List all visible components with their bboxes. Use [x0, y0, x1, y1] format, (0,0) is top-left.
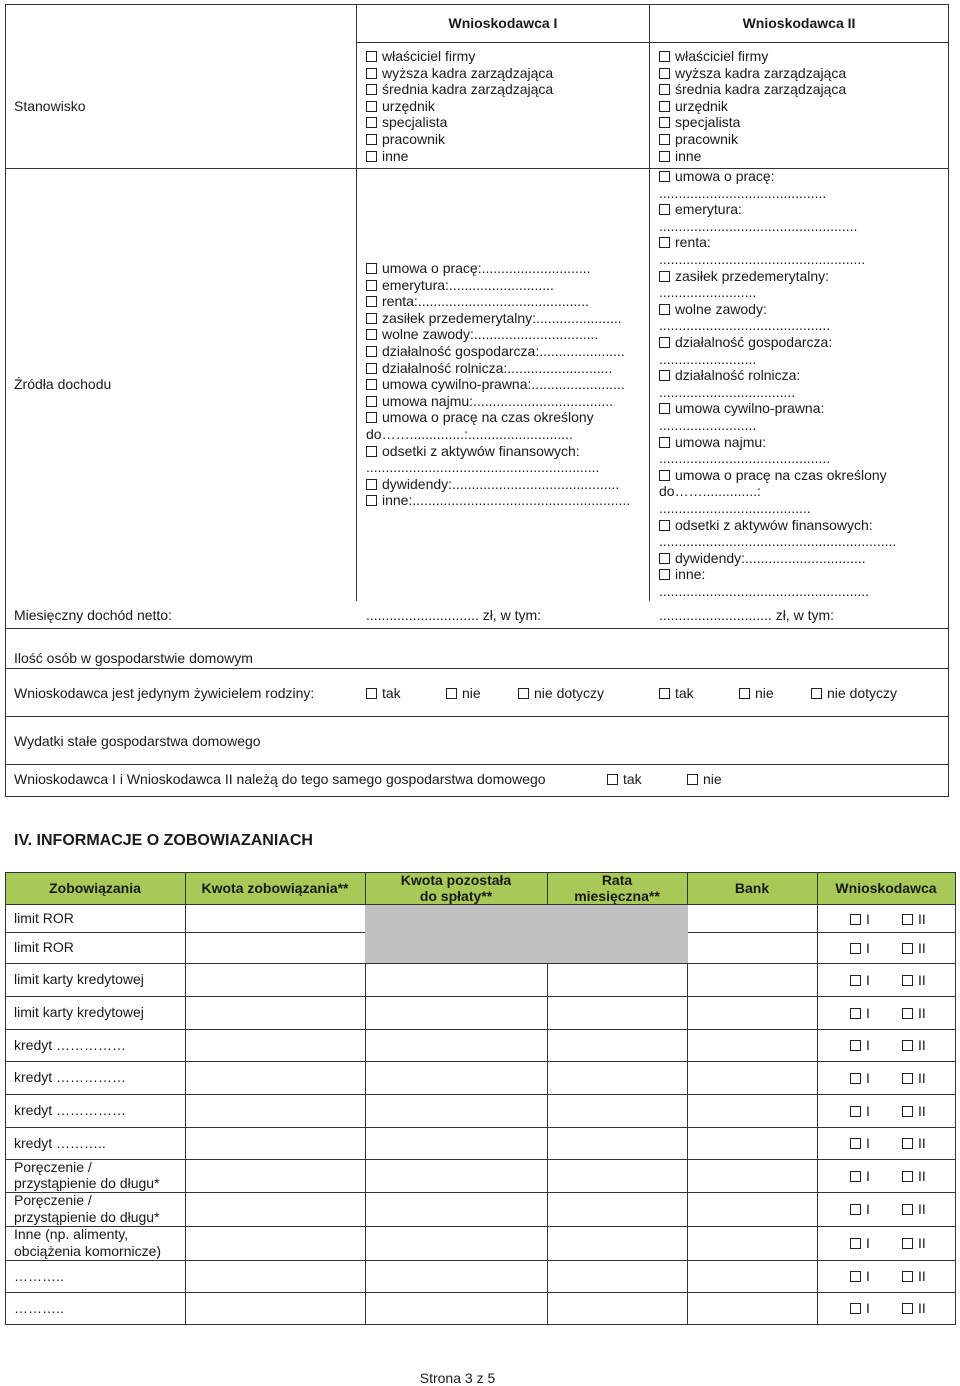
- checkbox[interactable]: [811, 688, 822, 699]
- checkbox[interactable]: [850, 1138, 861, 1149]
- checkbox[interactable]: [902, 975, 913, 986]
- ilosc-osob-label: Ilość osób w gospodarstwie domowym: [14, 650, 253, 666]
- applicant-choice[interactable]: [902, 1168, 926, 1185]
- option-label: I: [866, 1004, 870, 1021]
- income-source-fill-line[interactable]: [659, 450, 830, 467]
- dochod-applicant-2[interactable]: ............................. zł, w tym:: [659, 607, 835, 623]
- option-label: I: [866, 1069, 870, 1086]
- table-header: Bank: [734, 880, 770, 896]
- stanowisko-option[interactable]: [366, 131, 445, 148]
- option-label: II: [918, 971, 926, 988]
- disabled-cell: [365, 905, 688, 932]
- zywiciel-option[interactable]: [811, 685, 897, 702]
- table-header: Kwota pozostała do spłaty**: [400, 872, 512, 904]
- applicant-choice[interactable]: [902, 1201, 926, 1218]
- income-source-option[interactable]: [659, 201, 742, 218]
- stanowisko-option[interactable]: [366, 81, 553, 98]
- option-label: umowa o pracę na czas określony: [382, 409, 594, 426]
- disabled-cell: [365, 932, 688, 963]
- income-source-option[interactable]: [366, 409, 594, 426]
- checkbox[interactable]: [366, 479, 377, 490]
- checkbox[interactable]: [659, 204, 670, 215]
- option-label: działalność gospodarcza:......................: [382, 343, 625, 359]
- table-row-label: limit karty kredytowej: [14, 1004, 144, 1021]
- income-source-option[interactable]: [659, 334, 832, 351]
- stanowisko-option[interactable]: [659, 98, 728, 115]
- option-label: nie dotyczy: [827, 685, 898, 701]
- applicant-choice[interactable]: [850, 1005, 870, 1022]
- checkbox[interactable]: [850, 1204, 861, 1215]
- checkbox[interactable]: [902, 1238, 913, 1249]
- option-label: inne:: [675, 566, 706, 583]
- option-label: .........................: [659, 284, 757, 301]
- income-source-fill-line[interactable]: [659, 583, 869, 600]
- option-label: tak: [623, 771, 642, 787]
- stanowisko-option[interactable]: [366, 48, 475, 65]
- zywiciel-option[interactable]: [739, 685, 774, 702]
- table-row-label: Inne (np. alimenty, obciążenia komornicze): [14, 1226, 162, 1259]
- option-label: emerytura:...........................: [382, 276, 554, 293]
- income-source-option[interactable]: [366, 293, 589, 310]
- wydatki-label: Wydatki stałe gospodarstwa domowego: [14, 733, 261, 749]
- applicant-choice[interactable]: [902, 940, 926, 957]
- checkbox[interactable]: [366, 84, 377, 95]
- table-header: Rata miesięczna**: [574, 872, 660, 904]
- option-label: .............................................................: [659, 533, 897, 550]
- option-label: zasiłek przedemerytalny:: [675, 267, 830, 284]
- income-source-fill-line[interactable]: [659, 417, 756, 434]
- income-source-fill-line[interactable]: [659, 251, 865, 268]
- stanowisko-option[interactable]: [659, 65, 846, 82]
- option-label: umowa o pracę:............................: [382, 260, 591, 276]
- table-header: Zobowiązania: [49, 880, 141, 896]
- income-source-option[interactable]: [659, 467, 887, 484]
- income-source-option[interactable]: [659, 517, 873, 534]
- income-source-fill-line[interactable]: [659, 284, 756, 301]
- option-label: umowa najmu:....................................: [382, 392, 614, 409]
- checkbox[interactable]: [739, 688, 750, 699]
- option-label: urzędnik: [675, 97, 728, 114]
- income-source-fill-line[interactable]: [659, 317, 830, 334]
- option-label: I: [866, 939, 870, 956]
- checkbox[interactable]: [366, 396, 377, 407]
- checkbox[interactable]: [850, 1271, 861, 1282]
- income-source-option[interactable]: [366, 393, 613, 410]
- option-label: umowa najmu:: [675, 433, 767, 450]
- checkbox[interactable]: [366, 313, 377, 324]
- applicant-choice[interactable]: [850, 1268, 870, 1285]
- option-label: ...................................: [659, 383, 796, 400]
- zrodla-label: Źródła dochodu: [14, 376, 112, 392]
- checkbox[interactable]: [850, 1040, 861, 1051]
- checkbox[interactable]: [366, 346, 377, 357]
- applicant-choice[interactable]: [902, 1103, 926, 1120]
- income-source-option[interactable]: [366, 326, 598, 343]
- option-label: właściciel firmy: [675, 48, 769, 64]
- option-label: I: [866, 1201, 870, 1217]
- option-label: II: [918, 1069, 926, 1086]
- option-label: ............................................: [659, 317, 831, 334]
- checkbox[interactable]: [446, 688, 457, 699]
- option-label: I: [866, 1167, 870, 1184]
- checkbox[interactable]: [366, 134, 377, 145]
- dochod-applicant-1[interactable]: ............................. zł, w tym:: [366, 607, 542, 623]
- applicant-choice[interactable]: [850, 940, 870, 957]
- option-label: .........................: [659, 350, 757, 367]
- checkbox[interactable]: [659, 84, 670, 95]
- option-label: I: [866, 1235, 870, 1251]
- option-label: wyższa kadra zarządzająca: [382, 64, 554, 81]
- checkbox[interactable]: [902, 1138, 913, 1149]
- option-label: zasiłek przedemerytalny:......................: [382, 309, 622, 326]
- income-source-option[interactable]: [366, 277, 554, 294]
- checkbox[interactable]: [902, 943, 913, 954]
- option-label: średnia kadra zarządzająca: [382, 81, 554, 98]
- applicant-choice[interactable]: [850, 1070, 870, 1087]
- wspolne-gospodarstwo-label: Wnioskodawca I i Wnioskodawca II należą do tego samego gospodarstwa domowego: [14, 771, 546, 787]
- income-source-option[interactable]: [366, 310, 622, 327]
- option-label: ...........................................: [659, 184, 827, 201]
- option-label: I: [866, 910, 870, 927]
- income-source-fill-line[interactable]: [366, 426, 573, 443]
- income-source-option[interactable]: [659, 400, 824, 417]
- table-row-label: ………..: [14, 1267, 64, 1284]
- option-label: ............................................: [659, 450, 831, 467]
- option-label: ...................................................: [659, 217, 858, 234]
- option-label: inne: [675, 147, 702, 164]
- applicant-choice[interactable]: [902, 1268, 926, 1285]
- zywiciel-option[interactable]: [518, 685, 604, 702]
- option-label: II: [918, 1135, 926, 1151]
- income-source-option[interactable]: [659, 301, 767, 318]
- option-label: umowa cywilno-prawna:: [675, 400, 825, 417]
- stanowisko-option[interactable]: [366, 148, 408, 165]
- checkbox[interactable]: [850, 1171, 861, 1182]
- checkbox[interactable]: [659, 171, 670, 182]
- checkbox[interactable]: [659, 304, 670, 315]
- option-label: umowa cywilno-prawna:........................: [382, 376, 625, 393]
- table-row-label: limit ROR: [14, 939, 74, 956]
- income-source-fill-line[interactable]: [659, 533, 896, 550]
- zywiciel-option[interactable]: [446, 685, 481, 702]
- checkbox[interactable]: [659, 51, 670, 62]
- income-source-option[interactable]: [659, 234, 711, 251]
- checkbox[interactable]: [659, 68, 670, 79]
- col-header-applicant-1: Wnioskodawca I: [448, 15, 558, 31]
- dochod-label: Miesięczny dochód netto:: [14, 607, 172, 623]
- checkbox[interactable]: [902, 1271, 913, 1282]
- stanowisko-option[interactable]: [659, 148, 701, 165]
- stanowisko-option[interactable]: [659, 114, 740, 131]
- checkbox[interactable]: [902, 1073, 913, 1084]
- income-source-option[interactable]: [366, 443, 580, 460]
- checkbox[interactable]: [366, 51, 377, 62]
- income-source-option[interactable]: [659, 268, 829, 285]
- checkbox[interactable]: [902, 1008, 913, 1019]
- table-row-label: ………..: [14, 1299, 64, 1316]
- applicant-choice[interactable]: [902, 1005, 926, 1022]
- option-label: specjalista: [382, 114, 448, 131]
- checkbox[interactable]: [659, 403, 670, 414]
- applicant-choice[interactable]: [902, 1070, 926, 1087]
- option-label: wolne zawody:................................: [382, 326, 599, 343]
- applicant-choice[interactable]: [850, 911, 870, 928]
- table-row-label: kredyt ……………: [14, 1102, 127, 1119]
- checkbox[interactable]: [850, 1073, 861, 1084]
- option-label: pracownik: [382, 131, 446, 147]
- checkbox[interactable]: [902, 1040, 913, 1051]
- section-title: IV. INFORMACJE O ZOBOWIAZANIACH: [14, 832, 313, 849]
- applicant-choice[interactable]: [850, 1300, 870, 1317]
- col-header-applicant-2: Wnioskodawca II: [742, 15, 856, 31]
- option-label: wolne zawody:: [675, 300, 767, 317]
- stanowisko-label: Stanowisko: [14, 98, 86, 114]
- income-source-option[interactable]: [659, 367, 800, 384]
- checkbox[interactable]: [607, 774, 618, 785]
- applicant-choice[interactable]: [902, 1037, 926, 1054]
- option-label: do……..............:: [659, 483, 761, 500]
- applicant-choice[interactable]: [850, 1135, 870, 1152]
- stanowisko-option[interactable]: [366, 114, 447, 131]
- checkbox[interactable]: [659, 520, 670, 531]
- option-label: II: [918, 1167, 926, 1184]
- option-label: odsetki z aktywów finansowych:: [675, 516, 873, 533]
- checkbox[interactable]: [850, 914, 861, 925]
- income-source-fill-line[interactable]: [659, 483, 761, 500]
- checkbox[interactable]: [366, 379, 377, 390]
- checkbox[interactable]: [659, 237, 670, 248]
- option-label: działalność gospodarcza:: [675, 334, 833, 350]
- applicant-choice[interactable]: [850, 1037, 870, 1054]
- option-label: II: [918, 1004, 926, 1021]
- checkbox[interactable]: [850, 1238, 861, 1249]
- option-label: I: [866, 1135, 870, 1151]
- option-label: dywidendy:...............................: [675, 549, 866, 566]
- option-label: II: [918, 939, 926, 956]
- stanowisko-option[interactable]: [659, 131, 738, 148]
- applicant-choice[interactable]: [902, 1235, 926, 1252]
- checkbox[interactable]: [902, 1106, 913, 1117]
- income-source-fill-line[interactable]: [659, 185, 826, 202]
- checkbox[interactable]: [850, 943, 861, 954]
- checkbox[interactable]: [366, 68, 377, 79]
- checkbox[interactable]: [659, 101, 670, 112]
- applicant-choice[interactable]: [902, 972, 926, 989]
- option-label: właściciel firmy: [382, 48, 476, 64]
- checkbox[interactable]: [659, 337, 670, 348]
- income-source-option[interactable]: [659, 168, 775, 185]
- checkbox[interactable]: [366, 280, 377, 291]
- checkbox[interactable]: [366, 495, 377, 506]
- income-source-option[interactable]: [659, 566, 705, 583]
- checkbox[interactable]: [902, 1204, 913, 1215]
- income-source-fill-line[interactable]: [659, 500, 811, 517]
- option-label: .........................: [659, 417, 757, 433]
- checkbox[interactable]: [366, 446, 377, 457]
- checkbox[interactable]: [366, 363, 377, 374]
- option-label: tak: [675, 685, 694, 701]
- checkbox[interactable]: [687, 774, 698, 785]
- zywiciel-label: Wnioskodawca jest jedynym żywicielem rodziny:: [14, 685, 315, 701]
- table-header: Wnioskodawca: [835, 880, 937, 896]
- option-label: II: [918, 1037, 926, 1053]
- table-row-label: limit karty kredytowej: [14, 971, 144, 988]
- option-label: inne:........................................................: [382, 492, 631, 509]
- checkbox[interactable]: [902, 1171, 913, 1182]
- option-label: nie dotyczy: [534, 685, 605, 701]
- option-label: odsetki z aktywów finansowych:: [382, 442, 580, 459]
- option-label: wyższa kadra zarządzająca: [675, 64, 847, 81]
- checkbox[interactable]: [659, 134, 670, 145]
- checkbox[interactable]: [902, 1303, 913, 1314]
- option-label: tak: [382, 685, 401, 701]
- option-label: II: [918, 910, 926, 927]
- checkbox[interactable]: [659, 569, 670, 580]
- income-source-fill-line[interactable]: [659, 218, 857, 235]
- income-source-option[interactable]: [659, 550, 866, 567]
- checkbox[interactable]: [659, 688, 670, 699]
- option-label: dywidendy:...........................................: [382, 475, 620, 492]
- option-label: II: [918, 1268, 926, 1284]
- option-label: nie: [703, 771, 722, 787]
- option-label: .......................................: [659, 500, 811, 516]
- option-label: do……..............:...........................: [366, 426, 573, 442]
- checkbox[interactable]: [850, 1303, 861, 1314]
- table-row-label: Poręczenie / przystąpienie do długu*: [14, 1192, 160, 1225]
- table-row-label: kredyt ……………: [14, 1036, 127, 1053]
- option-label: II: [918, 1201, 926, 1217]
- checkbox[interactable]: [850, 1106, 861, 1117]
- zywiciel-option[interactable]: [366, 685, 401, 702]
- checkbox[interactable]: [659, 553, 670, 564]
- income-source-fill-line[interactable]: [659, 351, 756, 368]
- table-header: Kwota zobowiązania**: [201, 880, 349, 896]
- option-label: specjalista: [675, 114, 741, 131]
- applicant-choice[interactable]: [902, 911, 926, 928]
- option-label: II: [918, 1102, 926, 1119]
- option-label: I: [866, 1102, 870, 1119]
- zywiciel-option[interactable]: [659, 685, 694, 702]
- option-label: pracownik: [675, 131, 739, 147]
- checkbox[interactable]: [366, 263, 377, 274]
- checkbox[interactable]: [366, 101, 377, 112]
- applicant-choice[interactable]: [850, 1103, 870, 1120]
- option-label: II: [918, 1300, 926, 1316]
- income-source-option[interactable]: [366, 376, 625, 393]
- table-row-label: kredyt ……………: [14, 1069, 127, 1086]
- option-label: renta:: [675, 234, 711, 251]
- table-row-label: limit ROR: [14, 910, 74, 927]
- option-label: umowa o pracę na czas określony: [675, 466, 887, 483]
- income-source-option[interactable]: [659, 434, 766, 451]
- checkbox[interactable]: [366, 329, 377, 340]
- checkbox[interactable]: [518, 688, 529, 699]
- income-source-fill-line[interactable]: [366, 459, 599, 476]
- option-label: .....................................................: [659, 251, 866, 267]
- page-number: Strona 3 z 5: [419, 1370, 496, 1386]
- option-label: I: [866, 1300, 870, 1316]
- checkbox[interactable]: [659, 470, 670, 481]
- income-source-option[interactable]: [366, 343, 625, 360]
- income-source-fill-line[interactable]: [659, 384, 795, 401]
- applicant-choice[interactable]: [850, 1235, 870, 1252]
- stanowisko-option[interactable]: [659, 48, 768, 65]
- checkbox[interactable]: [850, 1008, 861, 1019]
- wspolne-option[interactable]: [687, 771, 722, 788]
- option-label: ......................................................: [659, 583, 870, 599]
- option-label: II: [918, 1235, 926, 1251]
- option-label: emerytura:: [675, 201, 742, 218]
- option-label: nie: [755, 685, 774, 701]
- option-label: nie: [462, 685, 481, 701]
- option-label: umowa o pracę:: [675, 168, 775, 184]
- option-label: I: [866, 1268, 870, 1284]
- checkbox[interactable]: [659, 271, 670, 282]
- checkbox[interactable]: [850, 975, 861, 986]
- option-label: urzędnik: [382, 97, 435, 114]
- checkbox[interactable]: [659, 437, 670, 448]
- applicant-choice[interactable]: [850, 1201, 870, 1218]
- option-label: inne: [382, 147, 409, 164]
- checkbox[interactable]: [659, 151, 670, 162]
- checkbox[interactable]: [366, 296, 377, 307]
- income-source-option[interactable]: [366, 360, 612, 377]
- wspolne-option[interactable]: [607, 771, 642, 788]
- checkbox[interactable]: [366, 117, 377, 128]
- checkbox[interactable]: [659, 370, 670, 381]
- option-label: I: [866, 1037, 870, 1053]
- applicant-choice[interactable]: [850, 1168, 870, 1185]
- checkbox[interactable]: [366, 412, 377, 423]
- table-row-label: kredyt ………..: [14, 1134, 106, 1151]
- applicant-choice[interactable]: [850, 972, 870, 989]
- stanowisko-option[interactable]: [366, 98, 435, 115]
- option-label: działalność rolnicza:: [675, 367, 801, 384]
- applicant-choice[interactable]: [902, 1300, 926, 1317]
- table-row-label: Poręczenie / przystąpienie do długu*: [14, 1158, 160, 1192]
- income-source-option[interactable]: [366, 476, 619, 493]
- option-label: działalność rolnicza:...........................: [382, 359, 613, 376]
- checkbox[interactable]: [366, 151, 377, 162]
- checkbox[interactable]: [659, 117, 670, 128]
- checkbox[interactable]: [902, 914, 913, 925]
- option-label: średnia kadra zarządzająca: [675, 81, 847, 98]
- income-source-option[interactable]: [366, 492, 630, 509]
- option-label: I: [866, 971, 870, 988]
- applicant-choice[interactable]: [902, 1135, 926, 1152]
- option-label: ............................................................: [366, 459, 600, 476]
- checkbox[interactable]: [366, 688, 377, 699]
- stanowisko-option[interactable]: [659, 81, 846, 98]
- stanowisko-option[interactable]: [366, 65, 553, 82]
- option-label: renta:............................................: [382, 293, 589, 310]
- income-source-option[interactable]: [366, 260, 591, 277]
